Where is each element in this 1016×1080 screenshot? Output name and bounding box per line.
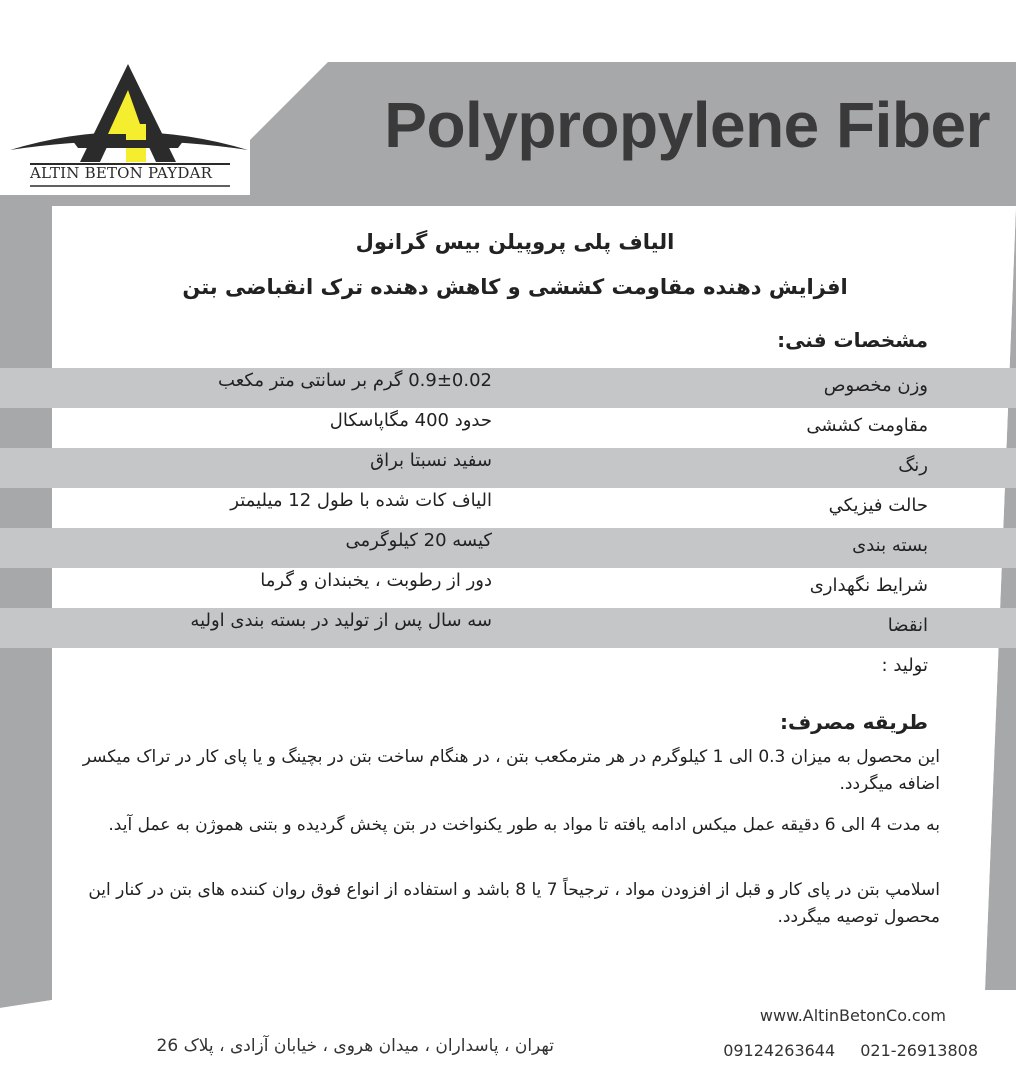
usage-heading: طریقه مصرف: — [779, 710, 928, 734]
spec-row-production — [0, 648, 1016, 688]
spec-label: انقضا — [887, 615, 928, 636]
spec-label: بسته بندی — [852, 535, 928, 556]
product-subtitle: الیاف پلی پروپیلن بیس گرانول — [355, 230, 675, 254]
spec-value: حدود 400 مگاپاسکال — [329, 410, 492, 431]
page-title: Polypropylene Fiber — [384, 89, 990, 161]
bottom-footer-band — [0, 990, 1016, 1080]
spec-value: دور از رطوبت ، یخبندان و گرما — [260, 570, 492, 591]
website-link[interactable]: www.AltinBetonCo.com — [759, 1006, 946, 1025]
spec-row-color — [0, 448, 1016, 488]
spec-value: سه سال پس از تولید در بسته بندی اولیه — [190, 610, 492, 631]
spec-value: سفید نسبتا براق — [370, 450, 492, 471]
spec-value: 0.9±0.02 گرم بر سانتی متر مکعب — [218, 370, 492, 391]
spec-row-band — [0, 608, 1016, 648]
usage-paragraph: این محصول به میزان 0.3 الی 1 کیلوگرم در هر مترمکعب بتن ، در هنگام ساخت بتن در بچینگ و یا پای کار در تراک میکسر اضافه میگردد. — [82, 747, 940, 794]
spec-label: حالت فیزیکي — [828, 495, 928, 516]
usage-paragraph: به مدت 4 الی 6 دقیقه عمل میکس ادامه یافته تا مواد به طور یکنواخت در بتن پخش گردیده و بتنی هموژن به عمل آید. — [108, 815, 940, 835]
spec-value: کیسه 20 کیلوگرمی — [345, 530, 492, 551]
spec-row-band — [0, 448, 1016, 488]
spec-row-density — [0, 368, 1016, 408]
spec-row-expiry — [0, 608, 1016, 648]
spec-label: مقاومت کششی — [806, 415, 928, 436]
specs-table — [0, 368, 1016, 688]
logo-wordmark: ALTIN BETON PAYDAR — [30, 164, 213, 182]
spec-row-tensile-strength — [0, 408, 1016, 448]
spec-label: تولید : — [881, 655, 928, 676]
product-tagline: افزایش دهنده مقاومت کششی و کاهش دهنده ترک انقباضی بتن — [182, 275, 848, 299]
usage-paragraph: اسلامپ بتن در پای کار و قبل از افزودن مواد ، ترجیحاً 7 یا 8 باشد و استفاده از انواع فوق روان کننده های بتن در کنار این محصول توصیه میگردد. — [88, 880, 940, 927]
spec-label: شرایط نگهداری — [809, 575, 928, 596]
spec-row-packaging — [0, 528, 1016, 568]
specs-heading: مشخصات فنی: — [777, 328, 928, 352]
spec-row-physical-state — [0, 488, 1016, 528]
spec-value: الیاف کات شده با طول 12 میلیمتر — [230, 490, 492, 511]
spec-label: رنگ — [898, 455, 928, 476]
spec-row-storage — [0, 568, 1016, 608]
spec-label: وزن مخصوص — [823, 375, 928, 396]
address: تهران ، پاسداران ، میدان هروی ، خیابان آزادی ، پلاک 26 — [156, 1036, 554, 1056]
phone-numbers: 09124263644 021-26913808 — [723, 1041, 978, 1060]
